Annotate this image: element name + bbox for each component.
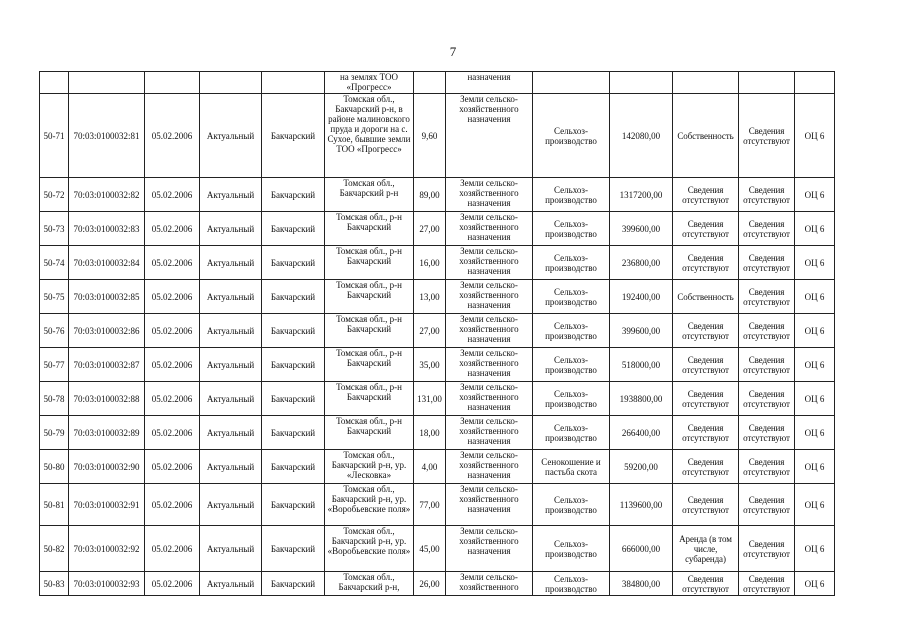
cell-right xyxy=(673,72,739,94)
cell-date: 05.02.2006 xyxy=(145,178,200,212)
cell-category: Земли сельско-хозяйственного xyxy=(446,572,533,596)
cell-date: 05.02.2006 xyxy=(145,450,200,484)
cell-date: 05.02.2006 xyxy=(145,246,200,280)
cell-oc: ОЦ 6 xyxy=(795,382,835,416)
cell-status: Актуальный xyxy=(200,314,262,348)
cell-use: Сельхоз-производство xyxy=(533,94,610,178)
cell-num: 50-79 xyxy=(40,416,69,450)
cell-right: Сведения отсутствуют xyxy=(673,314,739,348)
cell-cadastral: 70:03:0100032:92 xyxy=(69,526,145,572)
cell-area: 13,00 xyxy=(414,280,446,314)
cell-value: 666000,00 xyxy=(610,526,673,572)
table-row xyxy=(40,94,835,178)
cell-date: 05.02.2006 xyxy=(145,212,200,246)
land-plots-table xyxy=(39,71,835,596)
table-row xyxy=(40,314,835,348)
cell-area xyxy=(414,72,446,94)
cell-area: 9,60 xyxy=(414,94,446,178)
cell-category: Земли сельско-хозяйственного назначения xyxy=(446,416,533,450)
cell-num: 50-73 xyxy=(40,212,69,246)
cell-date: 05.02.2006 xyxy=(145,382,200,416)
cell-date xyxy=(145,72,200,94)
cell-date: 05.02.2006 xyxy=(145,314,200,348)
cell-status: Актуальный xyxy=(200,246,262,280)
cell-use: Сельхоз-производство xyxy=(533,212,610,246)
cell-status: Актуальный xyxy=(200,484,262,526)
cell-status: Актуальный xyxy=(200,280,262,314)
cell-use: Сельхоз-производство xyxy=(533,280,610,314)
cell-date: 05.02.2006 xyxy=(145,94,200,178)
table-row xyxy=(40,178,835,212)
cell-oc: ОЦ 6 xyxy=(795,416,835,450)
cell-category: Земли сельско-хозяйственного назначения xyxy=(446,348,533,382)
cell-cadastral: 70:03:0100032:86 xyxy=(69,314,145,348)
cell-oc: ОЦ 6 xyxy=(795,280,835,314)
cell-use: Сельхоз-производство xyxy=(533,416,610,450)
cell-date: 05.02.2006 xyxy=(145,280,200,314)
cell-num: 50-78 xyxy=(40,382,69,416)
cell-status: Актуальный xyxy=(200,94,262,178)
cell-oc: ОЦ 6 xyxy=(795,178,835,212)
cell-status: Актуальный xyxy=(200,572,262,596)
cell-use: Сенокошение и пастьба скота xyxy=(533,450,610,484)
table-row xyxy=(40,572,835,596)
cell-cadastral: 70:03:0100032:88 xyxy=(69,382,145,416)
page-number: 7 xyxy=(449,44,457,59)
cell-encumbrance: Сведения отсутствуют xyxy=(739,178,795,212)
table-row xyxy=(40,450,835,484)
cell-use: Сельхоз-производство xyxy=(533,348,610,382)
cell-area: 45,00 xyxy=(414,526,446,572)
cell-num: 50-82 xyxy=(40,526,69,572)
cell-encumbrance: Сведения отсутствуют xyxy=(739,416,795,450)
cell-oc: ОЦ 6 xyxy=(795,314,835,348)
cell-encumbrance: Сведения отсутствуют xyxy=(739,572,795,596)
cell-area: 35,00 xyxy=(414,348,446,382)
cell-value xyxy=(610,72,673,94)
cell-area: 18,00 xyxy=(414,416,446,450)
cell-address: на землях ТОО «Прогресс» xyxy=(325,72,414,94)
cell-address: Томская обл., Бакчарский р-н, ур. «Воробьевские поля» xyxy=(325,484,414,526)
cell-value: 399600,00 xyxy=(610,314,673,348)
table-body xyxy=(40,72,835,596)
cell-right: Сведения отсутствуют xyxy=(673,178,739,212)
cell-oc: ОЦ 6 xyxy=(795,212,835,246)
cell-value: 59200,00 xyxy=(610,450,673,484)
cell-address: Томская обл., р-н Бакчарский xyxy=(325,416,414,450)
cell-district: Бакчарский xyxy=(262,280,325,314)
cell-category: Земли сельско-хозяйственного назначения xyxy=(446,212,533,246)
cell-category: Земли сельско-хозяйственного назначения xyxy=(446,246,533,280)
cell-right: Сведения отсутствуют xyxy=(673,348,739,382)
cell-right: Сведения отсутствуют xyxy=(673,382,739,416)
cell-value: 266400,00 xyxy=(610,416,673,450)
cell-district xyxy=(262,72,325,94)
cell-status: Актуальный xyxy=(200,212,262,246)
cell-oc: ОЦ 6 xyxy=(795,572,835,596)
table-row xyxy=(40,246,835,280)
cell-encumbrance: Сведения отсутствуют xyxy=(739,246,795,280)
table-row xyxy=(40,212,835,246)
cell-right: Сведения отсутствуют xyxy=(673,416,739,450)
cell-district: Бакчарский xyxy=(262,246,325,280)
cell-value: 384800,00 xyxy=(610,572,673,596)
cell-category: Земли сельско-хозяйственного назначения xyxy=(446,94,533,178)
cell-value: 236800,00 xyxy=(610,246,673,280)
cell-area: 27,00 xyxy=(414,212,446,246)
cell-category: Земли сельско-хозяйственного назначения xyxy=(446,382,533,416)
cell-right: Собственность xyxy=(673,94,739,178)
cell-cadastral xyxy=(69,72,145,94)
cell-cadastral: 70:03:0100032:93 xyxy=(69,572,145,596)
cell-use: Сельхоз-производство xyxy=(533,526,610,572)
cell-value: 1317200,00 xyxy=(610,178,673,212)
cell-district: Бакчарский xyxy=(262,382,325,416)
cell-address: Томская обл., Бакчарский р-н, xyxy=(325,572,414,596)
cell-area: 26,00 xyxy=(414,572,446,596)
cell-address: Томская обл., р-н Бакчарский xyxy=(325,212,414,246)
cell-district: Бакчарский xyxy=(262,450,325,484)
cell-num: 50-74 xyxy=(40,246,69,280)
cell-cadastral: 70:03:0100032:89 xyxy=(69,416,145,450)
cell-right: Сведения отсутствуют xyxy=(673,572,739,596)
cell-encumbrance: Сведения отсутствуют xyxy=(739,280,795,314)
cell-right: Сведения отсутствуют xyxy=(673,246,739,280)
cell-date: 05.02.2006 xyxy=(145,348,200,382)
cell-address: Томская обл., Бакчарский р-н, ур. «Лесковка» xyxy=(325,450,414,484)
cell-district: Бакчарский xyxy=(262,348,325,382)
cell-status: Актуальный xyxy=(200,526,262,572)
cell-address: Томская обл., р-н Бакчарский xyxy=(325,314,414,348)
cell-category: Земли сельско-хозяйственного назначения xyxy=(446,450,533,484)
cell-num: 50-75 xyxy=(40,280,69,314)
cell-use: Сельхоз-производство xyxy=(533,178,610,212)
cell-category: Земли сельско-хозяйственного назначения xyxy=(446,178,533,212)
cell-oc: ОЦ 6 xyxy=(795,246,835,280)
cell-right: Аренда (в том числе, субаренда) xyxy=(673,526,739,572)
cell-use: Сельхоз-производство xyxy=(533,382,610,416)
cell-address: Томская обл., р-н Бакчарский xyxy=(325,382,414,416)
cell-num: 50-71 xyxy=(40,94,69,178)
cell-district: Бакчарский xyxy=(262,94,325,178)
cell-use: Сельхоз-производство xyxy=(533,484,610,526)
cell-oc: ОЦ 6 xyxy=(795,450,835,484)
cell-address: Томская обл., Бакчарский р-н, в районе малиновского пруда и дороги на с. Сухое, бывшие земли ТОО «Прогресс» xyxy=(325,94,414,178)
cell-district: Бакчарский xyxy=(262,526,325,572)
cell-right: Сведения отсутствуют xyxy=(673,212,739,246)
cell-cadastral: 70:03:0100032:81 xyxy=(69,94,145,178)
cell-use: Сельхоз-производство xyxy=(533,314,610,348)
cell-num: 50-80 xyxy=(40,450,69,484)
cell-cadastral: 70:03:0100032:84 xyxy=(69,246,145,280)
cell-area: 77,00 xyxy=(414,484,446,526)
cell-oc xyxy=(795,72,835,94)
cell-oc: ОЦ 6 xyxy=(795,526,835,572)
cell-value: 1938800,00 xyxy=(610,382,673,416)
cell-oc: ОЦ 6 xyxy=(795,94,835,178)
cell-district: Бакчарский xyxy=(262,484,325,526)
cell-oc: ОЦ 6 xyxy=(795,484,835,526)
cell-cadastral: 70:03:0100032:85 xyxy=(69,280,145,314)
cell-cadastral: 70:03:0100032:90 xyxy=(69,450,145,484)
table-row xyxy=(40,382,835,416)
continuation-row xyxy=(40,72,835,94)
cell-area: 4,00 xyxy=(414,450,446,484)
cell-value: 1139600,00 xyxy=(610,484,673,526)
cell-category: Земли сельско-хозяйственного назначения xyxy=(446,314,533,348)
cell-num: 50-83 xyxy=(40,572,69,596)
cell-value: 142080,00 xyxy=(610,94,673,178)
cell-district: Бакчарский xyxy=(262,178,325,212)
cell-cadastral: 70:03:0100032:87 xyxy=(69,348,145,382)
table-row xyxy=(40,416,835,450)
cell-address: Томская обл., Бакчарский р-н xyxy=(325,178,414,212)
cell-date: 05.02.2006 xyxy=(145,526,200,572)
cell-encumbrance: Сведения отсутствуют xyxy=(739,526,795,572)
cell-category: Земли сельско-хозяйственного назначения xyxy=(446,280,533,314)
table-row xyxy=(40,348,835,382)
cell-area: 27,00 xyxy=(414,314,446,348)
cell-district: Бакчарский xyxy=(262,314,325,348)
cell-use: Сельхоз-производство xyxy=(533,572,610,596)
table-row xyxy=(40,526,835,572)
cell-date: 05.02.2006 xyxy=(145,416,200,450)
cell-num: 50-81 xyxy=(40,484,69,526)
cell-oc: ОЦ 6 xyxy=(795,348,835,382)
cell-value: 399600,00 xyxy=(610,212,673,246)
cell-address: Томская обл., Бакчарский р-н, ур. «Воробьевские поля» xyxy=(325,526,414,572)
cell-status: Актуальный xyxy=(200,416,262,450)
table-row xyxy=(40,484,835,526)
cell-encumbrance: Сведения отсутствуют xyxy=(739,348,795,382)
table-row xyxy=(40,280,835,314)
cell-area: 89,00 xyxy=(414,178,446,212)
cell-cadastral: 70:03:0100032:82 xyxy=(69,178,145,212)
cell-area: 131,00 xyxy=(414,382,446,416)
cell-encumbrance xyxy=(739,72,795,94)
cell-status: Актуальный xyxy=(200,178,262,212)
cell-cadastral: 70:03:0100032:91 xyxy=(69,484,145,526)
cell-category: Земли сельско-хозяйственного назначения xyxy=(446,526,533,572)
cell-use xyxy=(533,72,610,94)
cell-value: 192400,00 xyxy=(610,280,673,314)
cell-num: 50-72 xyxy=(40,178,69,212)
cell-right: Сведения отсутствуют xyxy=(673,484,739,526)
cell-status: Актуальный xyxy=(200,450,262,484)
cell-value: 518000,00 xyxy=(610,348,673,382)
cell-address: Томская обл., р-н Бакчарский xyxy=(325,246,414,280)
cell-category: Земли сельско-хозяйственного назначения xyxy=(446,484,533,526)
cell-district: Бакчарский xyxy=(262,416,325,450)
cell-status: Актуальный xyxy=(200,348,262,382)
cell-num xyxy=(40,72,69,94)
cell-num: 50-76 xyxy=(40,314,69,348)
cell-encumbrance: Сведения отсутствуют xyxy=(739,450,795,484)
cell-status: Актуальный xyxy=(200,382,262,416)
cell-encumbrance: Сведения отсутствуют xyxy=(739,212,795,246)
cell-district: Бакчарский xyxy=(262,212,325,246)
cell-category: назначения xyxy=(446,72,533,94)
cell-right: Собственность xyxy=(673,280,739,314)
cell-status xyxy=(200,72,262,94)
cell-date: 05.02.2006 xyxy=(145,484,200,526)
cell-cadastral: 70:03:0100032:83 xyxy=(69,212,145,246)
cell-encumbrance: Сведения отсутствуют xyxy=(739,94,795,178)
cell-area: 16,00 xyxy=(414,246,446,280)
cell-right: Сведения отсутствуют xyxy=(673,450,739,484)
cell-address: Томская обл., р-н Бакчарский xyxy=(325,280,414,314)
cell-address: Томская обл., р-н Бакчарский xyxy=(325,348,414,382)
cell-encumbrance: Сведения отсутствуют xyxy=(739,484,795,526)
cell-encumbrance: Сведения отсутствуют xyxy=(739,382,795,416)
cell-num: 50-77 xyxy=(40,348,69,382)
cell-district: Бакчарский xyxy=(262,572,325,596)
cell-use: Сельхоз-производство xyxy=(533,246,610,280)
cell-date: 05.02.2006 xyxy=(145,572,200,596)
cell-encumbrance: Сведения отсутствуют xyxy=(739,314,795,348)
